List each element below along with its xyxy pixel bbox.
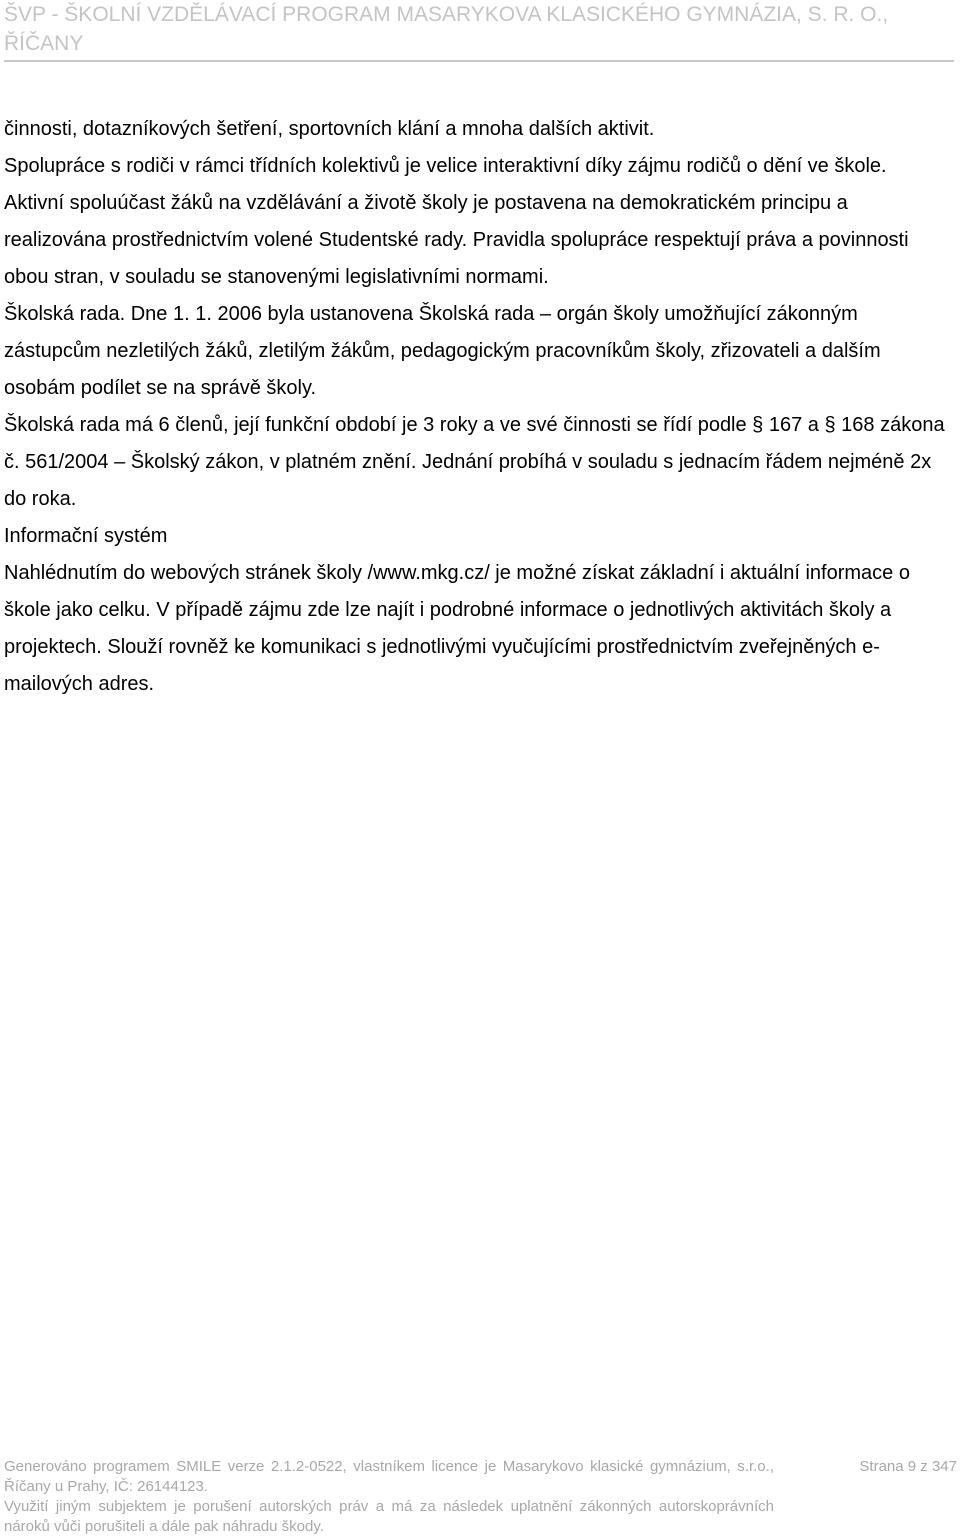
paragraph-parents: Spolupráce s rodiči v rámci třídních kolektivů je velice interaktivní díky zájmu rodičů o dění ve škole. [4,155,887,177]
document-body [4,111,949,703]
page-header-title: ŠVP - ŠKOLNÍ VZDĚLÁVACÍ PROGRAM MASARYKOVA KLASICKÉHO GYMNÁZIA, S. R. O., ŘÍČANY [4,3,889,55]
footer-notice [4,1457,774,1537]
page-header [4,0,954,62]
paragraph-activities: činnosti, dotazníkových šetření, sportovních klání a mnoha dalších aktivit. [4,118,655,140]
paragraph-school-board-members: Školská rada má 6 členů, její funkční období je 3 roky a ve své činnosti se řídí podle § 167 a § 168 zákona č. 561/2004 – Školský zákon, v platném znění. Jednání probíhá v souladu s jednacím řádem nejméně 2x do roka. [4,414,945,510]
paragraph-school-board: Školská rada. Dne 1. 1. 2006 byla ustanovena Školská rada – orgán školy umožňující zákonným zástupcům nezletilých žáků, zletilým žákům, pedagogickým pracovníkům školy, zřizovateli a dalším osobám podílet se na správě školy. [4,303,881,399]
page-footer [4,1457,959,1537]
footer-copyright: Využití jiným subjektem je porušení autorských práv a má za následek uplatnění zákonných autorskoprávních nároků vůči porušiteli a dále pak náhradu škody. [4,1498,774,1535]
footer-generated-by: Generováno programem SMILE verze 2.1.2-0522, vlastníkem licence je Masarykovo klasické gymnázium, s.r.o., Říčany u Prahy, IČ: 26144123. [4,1458,774,1495]
paragraph-info-system: Nahlédnutím do webových stránek školy /www.mkg.cz/ je možné získat základní i aktuální informace o škole jako celku. V případě zájmu zde lze najít i podrobné informace o jednotlivých aktivitách školy a projektech. Slouží rovněž ke komunikaci s jednotlivými vyučujícími prostřednictvím zveřejněných e-mailových adres. [4,562,910,695]
page-number: Strana 9 z 347 [859,1458,957,1475]
paragraph-info-system-heading: Informační systém [4,525,168,547]
paragraph-student-council: Aktivní spoluúčast žáků na vzdělávání a životě školy je postavena na demokratickém principu a realizována prostřednictvím volené Studentské rady. Pravidla spolupráce respektují práva a povinnosti obou stran, v souladu se stanovenými legislativními normami. [4,192,909,288]
